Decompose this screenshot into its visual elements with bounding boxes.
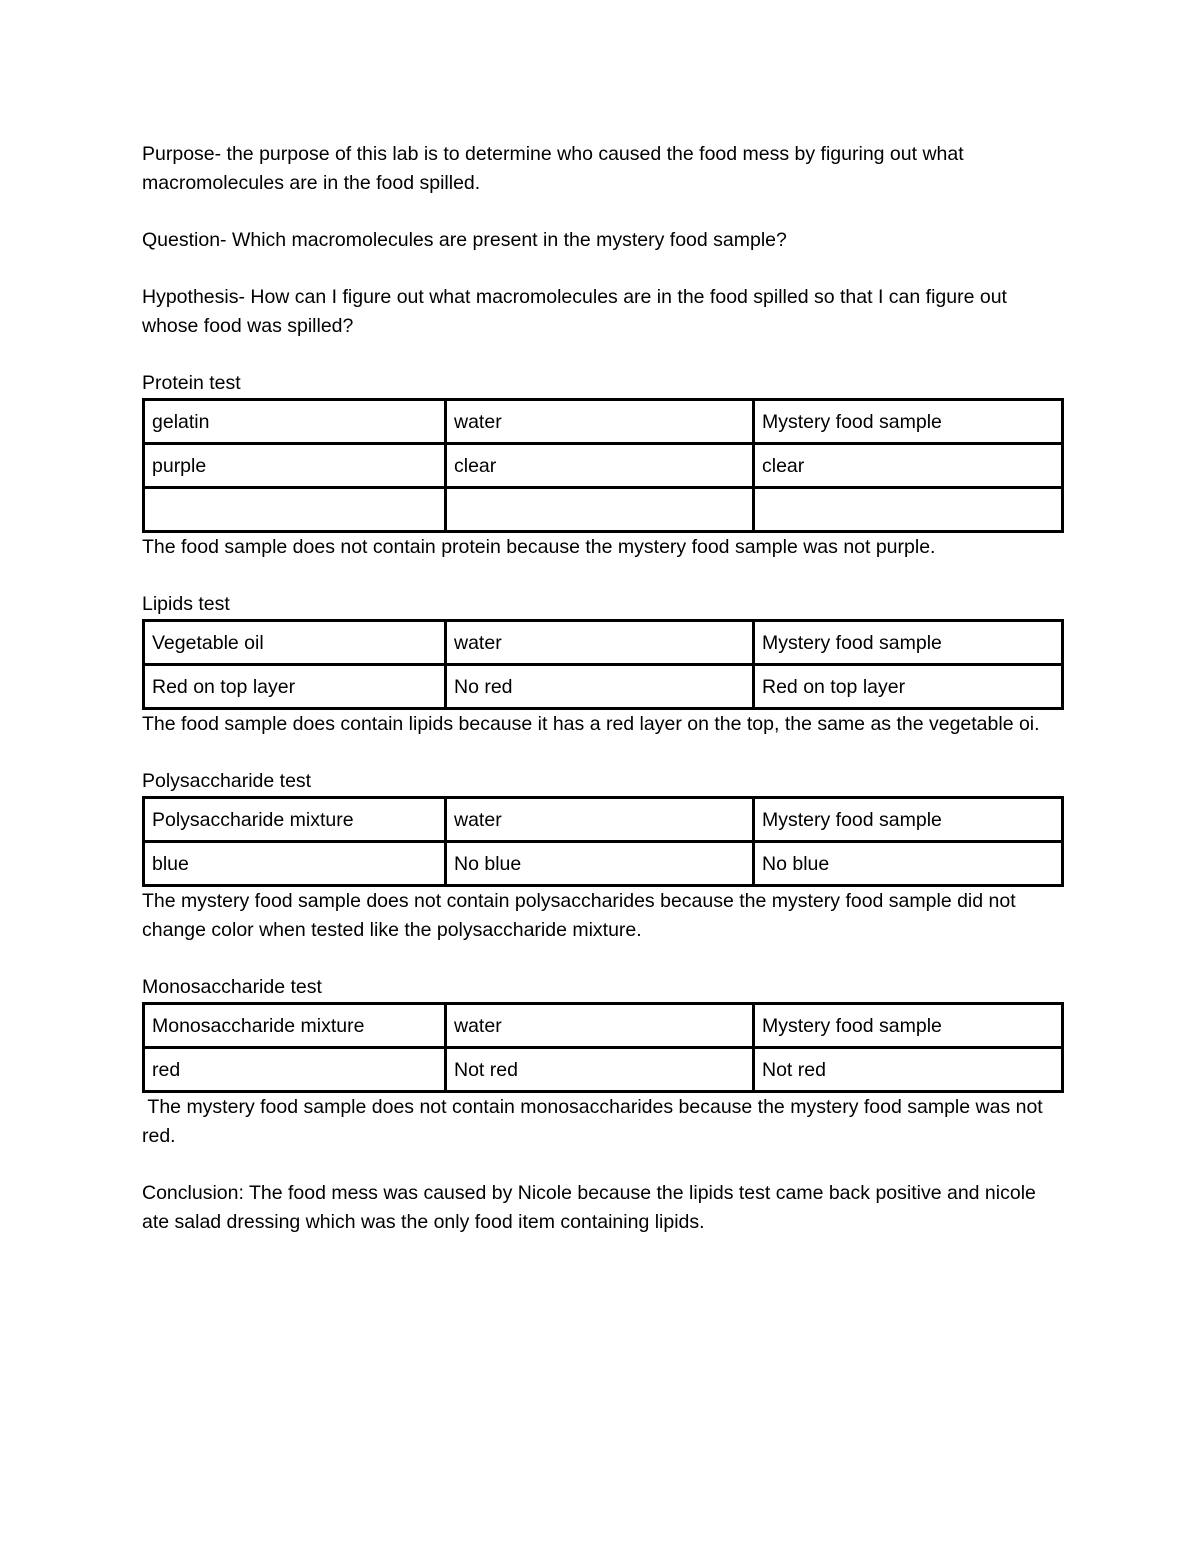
table-cell: Mystery food sample: [754, 798, 1063, 842]
polysaccharide-table: [142, 796, 1064, 887]
table-cell: clear: [754, 444, 1063, 488]
protein-result: The food sample does not contain protein because the mystery food sample was not purple.: [142, 536, 936, 558]
table-row: [144, 1048, 1063, 1092]
table-cell: [754, 488, 1063, 532]
table-cell: [144, 488, 446, 532]
table-row: [144, 400, 1063, 444]
table-cell: water: [446, 621, 754, 665]
document-page: [142, 140, 1062, 1265]
lipids-table: [142, 619, 1064, 710]
table-cell: No red: [446, 665, 754, 709]
polysaccharide-section: [142, 767, 1062, 945]
table-cell: Vegetable oil: [144, 621, 446, 665]
table-cell: Not red: [446, 1048, 754, 1092]
hypothesis-paragraph: Hypothesis- How can I figure out what macromolecules are in the food spilled so that I can figure out whose food was spilled?: [142, 286, 1013, 337]
table-row: [144, 488, 1063, 532]
table-cell: blue: [144, 842, 446, 886]
monosaccharide-label: Monosaccharide test: [142, 976, 322, 998]
lipids-result: The food sample does contain lipids because it has a red layer on the top, the same as the vegetable oi.: [142, 713, 1040, 735]
table-cell: purple: [144, 444, 446, 488]
table-cell: red: [144, 1048, 446, 1092]
table-cell: Not red: [754, 1048, 1063, 1092]
table-cell: gelatin: [144, 400, 446, 444]
table-cell: water: [446, 1004, 754, 1048]
table-row: [144, 621, 1063, 665]
protein-label: Protein test: [142, 372, 241, 394]
monosaccharide-section: [142, 973, 1062, 1151]
table-row: [144, 798, 1063, 842]
table-cell: clear: [446, 444, 754, 488]
question-paragraph: Question- Which macromolecules are present in the mystery food sample?: [142, 229, 787, 251]
protein-section: [142, 369, 1062, 562]
protein-table: [142, 398, 1064, 533]
table-cell: [446, 488, 754, 532]
polysaccharide-result: The mystery food sample does not contain polysaccharides because the mystery food sample did not change color when tested like the polysaccharide mixture.: [142, 890, 1022, 941]
table-row: [144, 842, 1063, 886]
table-cell: Mystery food sample: [754, 621, 1063, 665]
monosaccharide-result: The mystery food sample does not contain monosaccharides because the mystery food sample was not red.: [142, 1096, 1049, 1147]
table-row: [144, 665, 1063, 709]
table-cell: water: [446, 400, 754, 444]
table-cell: Mystery food sample: [754, 400, 1063, 444]
lipids-label: Lipids test: [142, 593, 230, 615]
polysaccharide-label: Polysaccharide test: [142, 770, 312, 792]
table-cell: No blue: [446, 842, 754, 886]
table-cell: No blue: [754, 842, 1063, 886]
table-cell: Mystery food sample: [754, 1004, 1063, 1048]
lipids-section: [142, 590, 1062, 739]
table-row: [144, 1004, 1063, 1048]
table-row: [144, 444, 1063, 488]
table-cell: Polysaccharide mixture: [144, 798, 446, 842]
table-cell: Red on top layer: [754, 665, 1063, 709]
table-cell: Monosaccharide mixture: [144, 1004, 446, 1048]
purpose-paragraph: Purpose- the purpose of this lab is to determine who caused the food mess by figuring out what macromolecules are in the food spilled.: [142, 143, 970, 194]
table-cell: water: [446, 798, 754, 842]
conclusion-paragraph: Conclusion: The food mess was caused by Nicole because the lipids test came back positive and nicole ate salad dressing which was the only food item containing lipids.: [142, 1182, 1042, 1233]
monosaccharide-table: [142, 1002, 1064, 1093]
table-cell: Red on top layer: [144, 665, 446, 709]
